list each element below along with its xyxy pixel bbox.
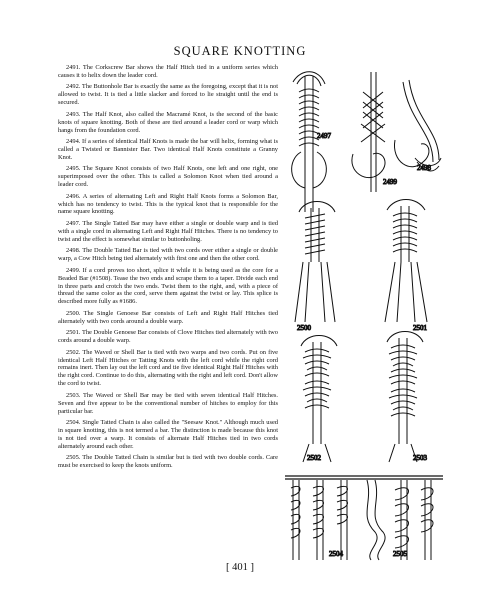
figure-2500-illustration <box>295 202 335 323</box>
figure-label-2498: 2498 <box>417 164 431 172</box>
paragraph-2501: 2501. The Double Genoese Bar consists of Clove Hitches tied alternately with two cords around a double warp. <box>58 329 278 345</box>
figure-label-2505: 2505 <box>393 550 407 558</box>
figure-label-2503: 2503 <box>413 454 427 462</box>
paragraph-2503: 2503. The Waved or Shell Bar may be tied with seven identical Half Hitches. Seven and five appear to be the conventional number of hitches to employ for this particular bar. <box>58 391 278 415</box>
figure-2498-illustration <box>352 72 385 192</box>
figure-2503-illustration <box>387 332 423 463</box>
figure-2497-illustration <box>292 72 327 212</box>
figure-label-2502: 2502 <box>307 454 321 462</box>
figure-label-2497: 2497 <box>317 132 331 140</box>
paragraph-2492: 2492. The Buttonhole Bar is exactly the same as the foregoing, except that it is not allowed to twist. It is tied a little slacker and forced to lie straight until the end is secured. <box>58 83 278 107</box>
paragraph-2491: 2491. The Corkscrew Bar shows the Half Hitch tied in a uniform series which causes it to helix down the leader cord. <box>58 64 278 79</box>
figure-2504-illustration <box>291 480 348 560</box>
paragraph-2493: 2493. The Half Knot, also called the Macramé Knot, is the second of the basic knots of square knotting. Both of these are tied around a leader cord or warp which hangs from the foundation cord. <box>58 110 278 134</box>
figure-2501-illustration <box>385 200 427 323</box>
paragraph-2505: 2505. The Double Tatted Chain is similar but is tied with two double cords. Care must be exercised to keep the knots uniform. <box>58 454 278 470</box>
figure-label-2501: 2501 <box>413 324 427 332</box>
figure-2505-illustration <box>367 480 433 560</box>
page-number: [ 401 ] <box>226 562 254 573</box>
figure-label-2504: 2504 <box>329 550 343 558</box>
paragraph-2496: 2496. A series of alternating Left and Right Half Knots forms a Solomon Bar, which has no tendency to twist. This is the typical knot that is responsible for the name square knotting. <box>58 192 278 216</box>
paragraph-2499: 2499. If a cord proves too short, splice it while it is being used as the core for a Beaded Bar (#1508). Tease the two ends and scrape them to a taper. Divide each end in three parts and crotch the two ends. Twist them to the right, and, with a piece of thread the same color as the cord, serve them against the twist or lay. This splice is described more fully as #1686. <box>58 266 278 306</box>
figure-2502-illustration <box>301 336 337 463</box>
paragraph-2504: 2504. Single Tatted Chain is also called the "Seesaw Knot." Although much used in square knotting, this is not termed a bar. The distinction is made because this knot is not tied over a warp. It consists of alternate Half Hitches tied in two cords alternately around each other. <box>58 419 278 450</box>
page-title: SQUARE KNOTTING <box>173 44 307 58</box>
paragraph-2500: 2500. The Single Genoese Bar consists of Left and Right Half Hitches tied alternately with two cords around a double warp. <box>58 309 279 325</box>
figure-label-2500: 2500 <box>297 324 311 332</box>
paragraph-2502: 2502. The Waved or Shell Bar is tied with two warps and two cords. Put on five identical Left Half Hitches or Tatting Knots with the left cord while the right cord remains inert. Then lay out the left cord and tie five identical Right Half Hitches with the right cord. Continue to do this, alternating with the right and left cord. Don't allow the cord to twist. <box>58 348 279 388</box>
paragraph-2495: 2495. The Square Knot consists of two Half Knots, one left and one right, one superimposed over the other. This is called a Solomon Knot when tied around a leader cord. <box>58 165 278 189</box>
body-text <box>58 64 278 474</box>
knot-illustrations <box>283 62 445 562</box>
paragraph-2497: 2497. The Single Tatted Bar may have either a single or double warp and is tied with a single cord in alternating Left and Right Half Hitches. There is no tendency to twist and the effect is somewhat similar to buttonholing. <box>58 219 278 243</box>
paragraph-2498: 2498. The Double Tatted Bar is tied with two cords over either a single or double warp, a Cow Hitch being tied alternately with first one and then the other cord. <box>58 247 278 263</box>
figure-label-2499: 2499 <box>383 178 397 186</box>
figure-2499-illustration <box>394 80 441 171</box>
paragraph-2494: 2494. If a series of identical Half Knots is made the bar will helix, forming what is called a Twisted or Bannister Bar. Two identical Half Knots constitute a Granny Knot. <box>58 138 278 161</box>
